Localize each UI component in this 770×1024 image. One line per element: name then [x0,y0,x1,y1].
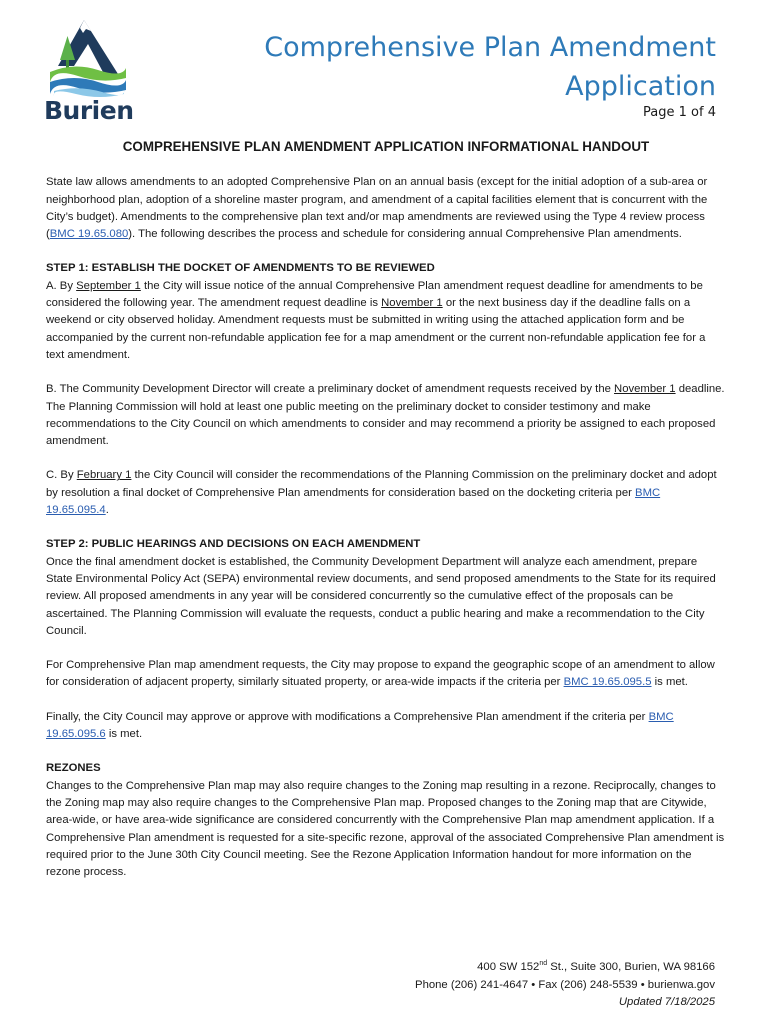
bmc-19-65-095-5-link[interactable]: BMC 19.65.095.5 [563,676,652,689]
footer-updated [415,994,715,1012]
rezones-title: REZONES [46,762,101,775]
step1-a-text-1: A. By [46,279,77,292]
page-number: Page 1 of 4 [643,105,716,120]
rezones-paragraph: Changes to the Comprehensive Plan map may also require changes to the Zoning map resulting in a rezone. Reciprocally, changes to the Zoning map may also require changes to the Comprehensive Plan map. Proposed changes to the Zoning map that are Citywide, area-wide, or have area-wide significance are considered concurrently with the Comprehensive Plan map amendment application. If a Comprehensive Plan amendment is requested for a site-specific rezone, approval of the associated Comprehensive Plan amendment is required prior to the June 30th City Council meeting. See the Rezone Application Information handout for more information on the rezone process. [46,779,725,879]
step1-title: STEP 1: ESTABLISH THE DOCKET OF AMENDMENTS TO BE REVIEWED [46,262,435,275]
document-title [264,28,716,106]
intro-paragraph [46,174,726,243]
step1-c-paragraph [46,467,726,519]
step2-p3-text-1: Finally, the City Council may approve or approve with modifications a Comprehensive Plan amendment if the criteria per [46,710,649,723]
bmc-19-65-095-4-link[interactable]: BMC 19.65.095.4 [46,486,661,517]
footer-updated-date: Updated 7/18/2025 [618,996,715,1008]
step1-a-date-2: November 1 [381,297,443,310]
step1-c-text-2: the City Council will consider the recommendations of the Planning Commission on the preliminary docket and adopt by resolution a final docket of Comprehensive Plan amendments for consideration based on the docketing criteria per [46,469,717,499]
step2-p2-text-2: is met. [651,676,688,689]
step1-c-date: February 1 [76,469,132,482]
step1-a-paragraph [46,278,726,364]
intro-text-1: State law allows amendments to an adopted Comprehensive Plan on an annual basis (except for the initial adoption of a sub-area or neighborhood plan, adoption of a shoreline master program, and amendment of a capital facilities element that is concurrent with the City’s budget). Amendments to the comprehensive plan text and/or map amendments are reviewed using the Type 4 review process ( [46,176,708,241]
step2-title: STEP 2: PUBLIC HEARINGS AND DECISIONS ON EACH AMENDMENT [46,538,421,551]
step2-p3-text-2: is met. [105,728,143,741]
step2-paragraph-1: Once the final amendment docket is established, the Community Development Department will analyze each amendment, prepare State Environmental Policy Act (SEPA) environmental review documents, and send proposed amendments to the State for its required review. All proposed amendments in any year will be considered concurrently so the cumulative effect of the proposals can be ascertained. The Planning Commission will evaluate the requests, conduct a public hearing and make a recommendation to the City Council. [46,555,716,637]
footer-contact: Phone (206) 241-4647 • Fax (206) 248-5539 • burienwa.gov [415,978,715,991]
footer-address-part-2: St., Suite 300, Burien, WA 98166 [547,961,715,973]
footer-address-part-1: 400 SW 152 [477,961,540,973]
bmc-19-65-080-link[interactable]: BMC 19.65.080 [49,228,129,241]
intro-text-2: ). The following describes the process and schedule for considering annual Comprehensive Plan amendments. [128,228,682,241]
section-heading: COMPREHENSIVE PLAN AMENDMENT APPLICATION INFORMATIONAL HANDOUT [122,139,650,154]
step1-b-text-2: deadline. The Planning Commission will hold at least one public meeting on the preliminary docket to consider testimony and make recommendations to the City Council on which amendments to consider and may recommend a priority be assigned to each proposed amendment. [46,383,725,448]
title-line-1: Comprehensive Plan Amendment [264,32,716,63]
title-line-2: Application [565,71,716,102]
footer-address-sup: nd [539,960,548,968]
step1-a-text-3: or the next business day if the deadline falls on a weekend or city observed holiday. Amendment requests must be submitted in writing using the attached application form and be accompanied by the current non-refundable application fee for a map amendment or the current non-refundable application fee for a text amendment. [46,297,706,361]
step1-c-text-3: . [105,504,109,517]
step1-b-text-1: B. The Community Development Director will create a preliminary docket of amendment requests received by the [46,383,615,396]
footer-address [415,959,715,977]
step1-b-date: November 1 [614,383,676,396]
document-body [46,138,726,898]
bmc-19-65-095-6-link[interactable]: BMC 19.65.095.6 [46,710,674,741]
step1-c-text-1: C. By [46,469,77,482]
step2-paragraph-3 [46,709,726,744]
footer [415,959,715,1012]
logo-wordmark: Burien [44,96,134,125]
step1-a-text-2: the City will issue notice of the annual Comprehensive Plan amendment request deadline for amendments to be considered the following year. The amendment request deadline is [46,279,703,310]
step2-p2-text-1: For Comprehensive Plan map amendment requests, the City may propose to expand the geographic scope of an amendment to allow for consideration of adjacent property, similarly situated property, or area-wide impacts if the criteria per [46,659,715,689]
step1-a-date-1: September 1 [76,279,141,292]
step1-b-paragraph [46,381,726,450]
step2-paragraph-2 [46,657,726,692]
